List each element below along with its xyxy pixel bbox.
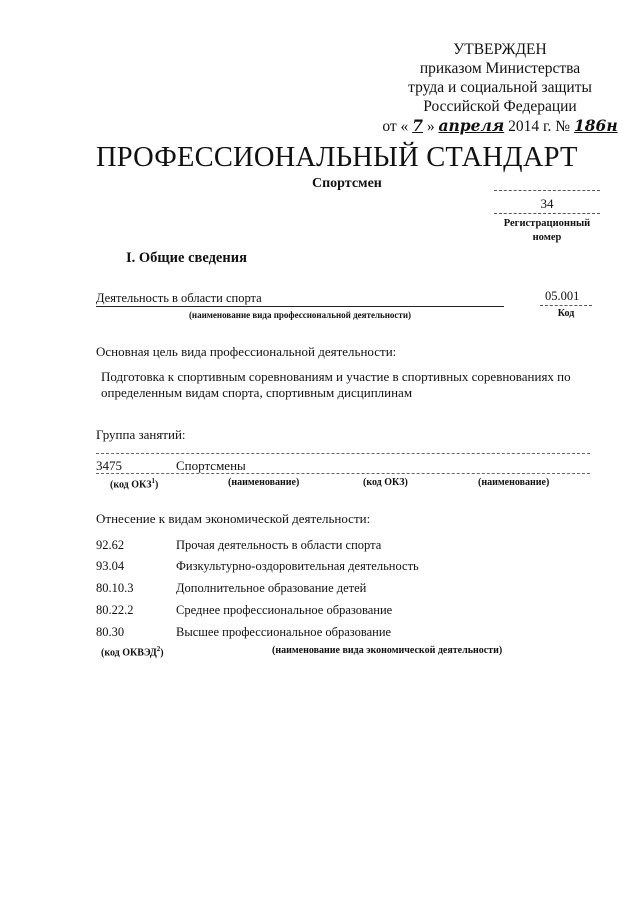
- registration-caption: [494, 217, 600, 245]
- activity-code-underline: [540, 305, 592, 306]
- date-prefix: от «: [382, 118, 409, 135]
- group-table-top-line: [96, 453, 590, 454]
- registration-caption-line: Регистрационный: [503, 218, 591, 229]
- approval-line: труда и социальной защиты: [408, 79, 592, 96]
- okved-name: Прочая деятельность в области спорта: [176, 538, 382, 552]
- caption-okved-code: [101, 645, 164, 658]
- date-year: 2014 г. №: [508, 118, 571, 135]
- activity-name: Деятельность в области спорта: [96, 291, 262, 305]
- footnote-marker: 1: [151, 477, 156, 485]
- caption-okz-name-2: (наименование): [478, 477, 550, 488]
- okved-code: 93.04: [96, 559, 125, 573]
- section-heading: I. Общие сведения: [126, 250, 247, 266]
- approval-block: [380, 40, 620, 136]
- approval-line: УТВЕРЖДЕН: [453, 41, 547, 58]
- okved-code: 80.10.3: [96, 581, 134, 595]
- approval-date-line: [380, 116, 620, 136]
- caption-okz-code-2: (код ОКЗ): [363, 477, 408, 488]
- activity-caption: (наименование вида профессиональной деятельности): [188, 310, 412, 320]
- registration-number: 34: [540, 196, 554, 211]
- registration-caption-line: номер: [532, 232, 562, 243]
- occupation-name: Спортсмены: [176, 458, 246, 473]
- registration-bottom-line: [494, 213, 600, 214]
- okved-name: Физкультурно-оздоровительная деятельность: [176, 559, 419, 573]
- document-subtitle: Спортсмен: [312, 176, 382, 191]
- order-number: 186н: [573, 116, 618, 135]
- okved-code: 92.62: [96, 538, 125, 552]
- economic-label: Отнесение к видам экономической деятельности:: [96, 511, 371, 526]
- occupation-group-label: Группа занятий:: [96, 427, 186, 442]
- okved-name: Высшее профессиональное образование: [176, 625, 392, 639]
- okved-name: Дополнительное образование детей: [176, 581, 367, 595]
- caption-okz-code: [110, 477, 158, 490]
- approval-line: Российской Федерации: [423, 98, 577, 115]
- caption-okved-code-close: ): [160, 647, 164, 659]
- caption-okz-code-close: ): [155, 479, 159, 491]
- footnote-marker: 2: [156, 645, 161, 653]
- activity-code: 05.001: [545, 289, 580, 303]
- caption-okved-code-text: (код ОКВЭД: [101, 647, 157, 659]
- registration-top-line: [494, 190, 600, 191]
- okved-name: Среднее профессиональное образование: [176, 603, 393, 617]
- purpose-label: Основная цель вида профессиональной деятельности:: [96, 344, 397, 359]
- activity-code-caption: Код: [557, 308, 575, 319]
- occupation-code: 3475: [96, 458, 122, 473]
- okved-code: 80.22.2: [96, 603, 134, 617]
- caption-okz-name: (наименование): [228, 477, 300, 488]
- date-day: 7: [412, 116, 423, 135]
- caption-okz-code-text: (код ОКЗ: [110, 479, 152, 491]
- group-table-bottom-line: [96, 473, 590, 474]
- document-title: ПРОФЕССИОНАЛЬНЫЙ СТАНДАРТ: [96, 142, 578, 173]
- date-mid: »: [426, 118, 435, 135]
- caption-okved-name: (наименование вида экономической деятельности): [272, 645, 503, 656]
- approval-line: приказом Министерства: [419, 60, 581, 77]
- activity-underline: [96, 306, 504, 307]
- okved-code: 80.30: [96, 625, 125, 639]
- date-month: апреля: [438, 116, 505, 135]
- purpose-text: Подготовка к спортивным соревнованиям и участие в спортивных соревнованиях по определенным видам спорта, спортивным дисциплинам: [101, 369, 571, 400]
